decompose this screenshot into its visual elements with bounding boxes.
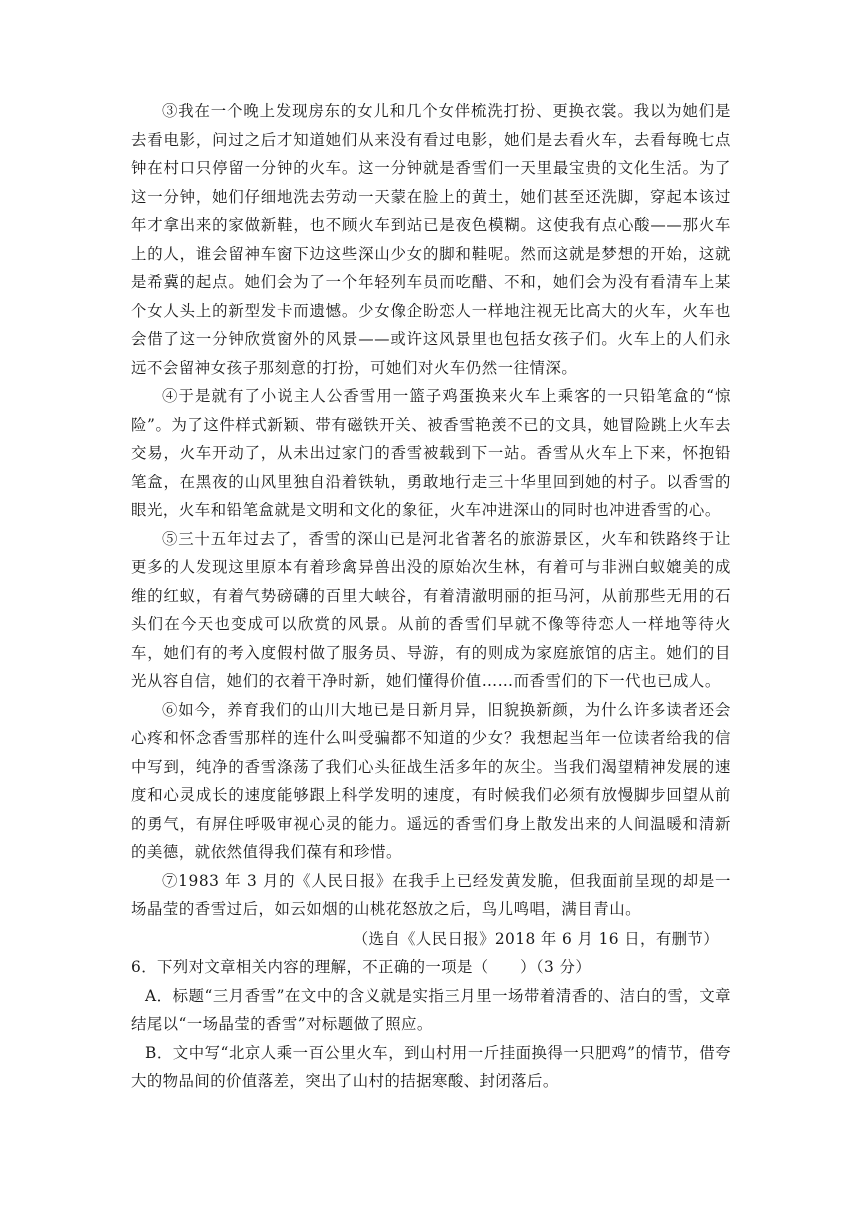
paragraph-4: ④于是就有了小说主人公香雪用一篮子鸡蛋换来火车上乘客的一只铅笔盒的“惊险”。为了这件样式新颖、带有磁铁开关、被香雪艳羡不已的文具，她冒险跳上火车去交易，火车开动了，从未出过家门的香雪被载到下一站。香雪从火车上下来，怀抱铅笔盒，在黑夜的山风里独自沿着铁轨，勇敢地行走三十华里回到她的村子。以香雪的眼光，火车和铅笔盒就是文明和文化的象征，火车冲进深山的同时也冲进香雪的心。 <box>131 387 731 519</box>
paragraph-7: ⑦1983 年 3 月的《人民日报》在我手上已经发黄发脆，但我面前呈现的却是一场晶莹的香雪过后，如云如烟的山桃花怒放之后，鸟儿鸣唱，满目青山。 <box>131 871 731 918</box>
paragraph-3: ③我在一个晚上发现房东的女儿和几个女伴梳洗打扮、更换衣裳。我以为她们是去看电影，问过之后才知道她们从来没有看过电影，她们是去看火车，去看每晚七点钟在村口只停留一分钟的火车。这一分钟就是香雪们一天里最宝贵的文化生活。为了这一分钟，她们仔细地洗去劳动一天蒙在脸上的黄土，她们甚至还洗脚，穿起本该过年才拿出来的家做新鞋，也不顾火车到站已是夜色模糊。这使我有点心酸——那火车上的人，谁会留神车窗下边这些深山少女的脚和鞋呢。然而这就是梦想的开始，这就是希冀的起点。她们会为了一个年轻列车员而吃醋、不和，她们会为没有看清车上某个女人头上的新型发卡而遗憾。少女像企盼恋人一样地注视无比高大的火车，火车也会借了这一分钟欣赏窗外的风景——或许这风景里也包括女孩子们。火车上的人们永远不会留神女孩子那刻意的打扮，可她们对火车仍然一往情深。 <box>131 102 731 377</box>
paragraph-5: ⑤三十五年过去了，香雪的深山已是河北省著名的旅游景区，火车和铁路终于让更多的人发现这里原本有着珍禽异兽出没的原始次生林，有着可与非洲白蚁媲美的成维的红蚁，有着气势磅礴的百里大峡谷，有着清澈明丽的拒马河，从前那些无用的石头们在今天也变成可以欣赏的风景。从前的香雪们早就不像等待恋人一样地等待火车，她们有的考入度假村做了服务员、导游，有的则成为家庭旅馆的店主。她们的目光从容自信，她们的衣着干净时新，她们懂得价值……而香雪们的下一代也已成人。 <box>131 529 731 690</box>
option-a: A．标题“三月香雪”在文中的含义就是实指三月里一场带着清香的、洁白的雪，文章结尾以“一场晶莹的香雪”对标题做了照应。 <box>131 986 731 1033</box>
page-content <box>131 97 731 1096</box>
question-6 <box>131 953 731 1096</box>
paragraph-6: ⑥如今，养育我们的山川大地已是日新月异，旧貌换新颜，为什么许多读者还会心疼和怀念香雪那样的连什么叫受骗都不知道的少女？我想起当年一位读者给我的信中写到，纯净的香雪涤荡了我们心头征战生活多年的灰尘。当我们渴望精神发展的速度和心灵成长的速度能够跟上科学发明的速度，有时候我们必须有放慢脚步回望从前的勇气，有屏住呼吸审视心灵的能力。遥远的香雪们身上散发出来的人间温暖和清新的美德，就依然值得我们葆有和珍惜。 <box>131 700 731 861</box>
question-stem: 6．下列对文章相关内容的理解，不正确的一项是（ ）（3 分） <box>131 958 592 976</box>
option-b: B．文中写“北京人乘一百公里火车，到山村用一斤挂面换得一只肥鸡”的情节，借夸大的物品间的价值落差，突出了山村的拮据寒酸、封闭落后。 <box>131 1043 731 1090</box>
source-citation: （选自《人民日报》2018 年 6 月 16 日，有删节） <box>352 929 719 948</box>
